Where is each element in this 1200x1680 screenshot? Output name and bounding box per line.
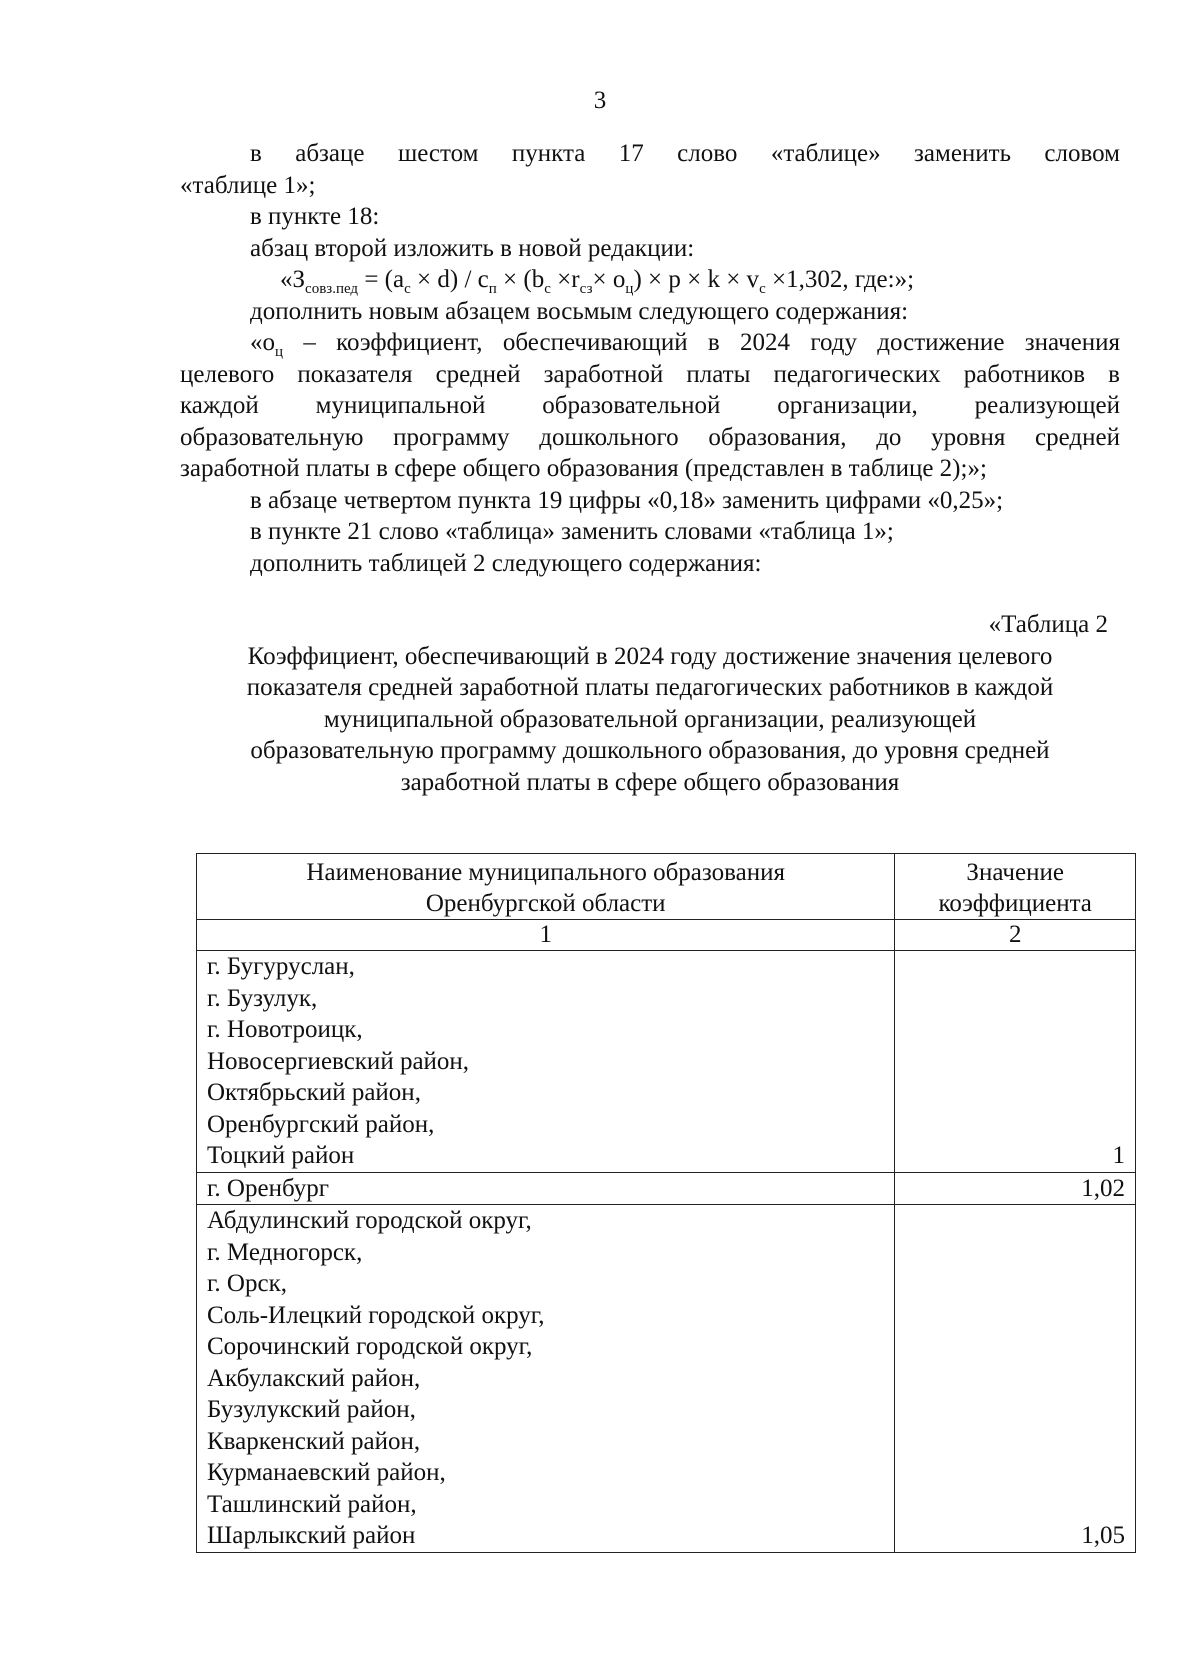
table-header-row <box>197 854 1136 920</box>
municipality-list: Абдулинский городской округ, г. Медногорск, г. Орск, Соль-Илецкий городской округ, Сорочинский городской округ, Акбулакский район, Бузулукский район, Кваркенский район, Курманаевский район, Ташлинский район, Шарлыкский район <box>197 1205 895 1553</box>
paragraph: дополнить таблицей 2 следующего содержания: <box>250 549 762 577</box>
coefficient-value: 1,05 <box>895 1205 1136 1553</box>
formula: «$З_{совз.пед} = (а_с \times d) / с_п \times (b_с \times r_{сз}\times о_ц) \times p \times k \times v_с \times 1,302$, где:»; <box>280 266 915 297</box>
column-number: 2 <box>895 920 1136 951</box>
table-title-line: Коэффициент, обеспечивающий в 2024 году достижение значения целевого <box>247 642 1053 670</box>
table-label: «Таблица 2 <box>988 611 1108 638</box>
paragraph-line: целевого показателя средней заработной платы педагогических работников в <box>180 360 1120 388</box>
table-row <box>197 1205 1136 1553</box>
coefficient-table <box>196 853 1136 1553</box>
paragraph-line: «$о_ц$ – коэффициент, обеспечивающий в 2024 году достижение значения <box>250 329 1120 360</box>
paragraph: в пункте 18: <box>250 203 380 230</box>
body-text <box>180 138 1120 798</box>
paragraph-line: заработной платы в сфере общего образования (представлен в таблице 2);»; <box>180 455 987 482</box>
coefficient-value: 1 <box>895 951 1136 1173</box>
paragraph: в пункте 21 слово «таблица» заменить словами «таблица 1»; <box>250 518 894 545</box>
paragraph-line: образовательную программу дошкольного образования, до уровня средней <box>180 423 1120 451</box>
table-row <box>197 951 1136 1173</box>
table-title-line: показателя средней заработной платы педагогических работников в каждой <box>246 674 1054 701</box>
header-municipality: Наименование муниципального образования Оренбургской области <box>197 854 895 920</box>
paragraph: в абзаце четвертом пункта 19 цифры «0,18» заменить цифрами «0,25»; <box>250 486 1004 514</box>
table-title-line: заработной платы в сфере общего образования <box>400 768 900 796</box>
municipality-list: г. Бугуруслан, г. Бузулук, г. Новотроицк, Новосергиевский район, Октябрьский район, Оренбургский район, Тоцкий район <box>197 951 895 1173</box>
header-coefficient: Значение коэффициента <box>895 854 1136 920</box>
page-number: 3 <box>593 87 607 114</box>
table-row <box>197 1172 1136 1205</box>
table-column-numbers-row <box>197 920 1136 951</box>
paragraph: абзац второй изложить в новой редакции: <box>250 234 695 262</box>
table-title-line: образовательную программу дошкольного образования, до уровня средней <box>250 737 1050 764</box>
column-number: 1 <box>197 920 895 951</box>
paragraph-line: «таблице 1»; <box>180 171 316 199</box>
table-title-line: муниципальной образовательной организации, реализующей <box>323 705 977 733</box>
paragraph-line: каждой муниципальной образовательной организации, реализующей <box>180 392 1120 419</box>
municipality-list: г. Оренбург <box>197 1172 895 1205</box>
paragraph: дополнить новым абзацем восьмым следующего содержания: <box>250 297 909 325</box>
paragraph-line: в абзаце шестом пункта 17 слово «таблице» заменить словом <box>250 140 1120 167</box>
coefficient-value: 1,02 <box>895 1172 1136 1205</box>
